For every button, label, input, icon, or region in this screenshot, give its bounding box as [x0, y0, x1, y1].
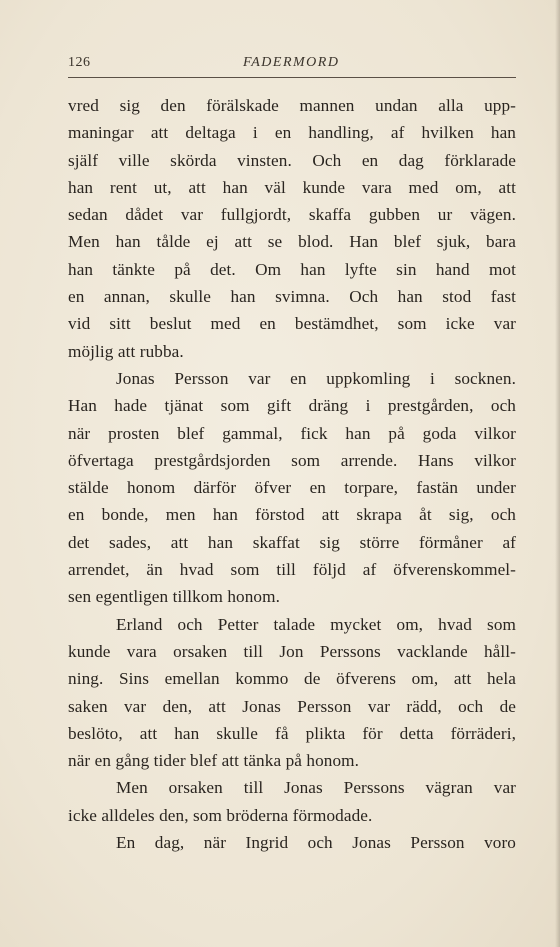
page-number: 126: [68, 55, 91, 70]
text-line: Jonas Persson var en uppkomling i socknen.: [116, 368, 516, 388]
page-edge-shadow: [555, 0, 560, 947]
text-line: öfvertaga prestgårdsjorden som arrende. Hans vilkor: [68, 450, 516, 470]
text-line: när en gång tider blef att tänka på honom.: [68, 751, 360, 771]
text-line: Men orsaken till Jonas Perssons vägran var: [116, 778, 516, 798]
text-line: Men han tålde ej att se blod. Han blef sjuk, bara: [68, 232, 516, 252]
text-line: vred sig den förälskade mannen undan alla upp-: [68, 96, 516, 115]
body-text: [68, 92, 516, 856]
text-line: själf ville skörda vinsten. Och en dag förklarade: [68, 150, 516, 170]
text-line: en annan, skulle han svimna. Och han stod fast: [68, 287, 516, 307]
running-title: FADERMORD: [243, 55, 340, 70]
text-line: beslöto, att han skulle få plikta för detta förräderi,: [68, 723, 516, 743]
text-line: sedan dådet var fullgjordt, skaffa gubben ur vägen.: [68, 205, 516, 225]
text-line: när prosten blef gammal, fick han på goda vilkor: [68, 423, 516, 443]
text-line: icke alldeles den, som bröderna förmodade.: [68, 805, 373, 825]
text-line: saken var den, att Jonas Persson var rädd, och de: [68, 696, 516, 716]
text-line: en bonde, men han förstod att skrapa åt sig, och: [68, 505, 516, 525]
text-line: Erland och Petter talade mycket om, hvad som: [116, 614, 516, 634]
text-line: möjlig att rubba.: [68, 341, 184, 361]
text-line: stälde honom därför öfver en torpare, fastän under: [68, 478, 516, 498]
text-line: Han hade tjänat som gift dräng i prestgården, och: [68, 396, 516, 416]
text-line: det sades, att han skaffat sig större förmåner af: [68, 532, 516, 552]
header-rule: [68, 77, 516, 78]
text-line: maningar att deltaga i en handling, af hvilken han: [68, 123, 516, 143]
text-line: vid sitt beslut med en bestämdhet, som icke var: [68, 314, 516, 334]
text-line: han tänkte på det. Om han lyfte sin hand mot: [68, 259, 516, 279]
text-line: kunde vara orsaken till Jon Perssons vacklande håll-: [68, 641, 516, 661]
text-line: ning. Sins emellan kommo de öfverens om, att hela: [68, 669, 516, 689]
text-line: arrendet, än hvad som till följd af öfverenskommel-: [68, 560, 516, 580]
text-line: sen egentligen tillkom honom.: [68, 587, 280, 607]
text-line: En dag, när Ingrid och Jonas Persson voro: [116, 833, 516, 853]
text-line: han rent ut, att han väl kunde vara med om, att: [68, 177, 516, 197]
running-header: [68, 55, 516, 77]
